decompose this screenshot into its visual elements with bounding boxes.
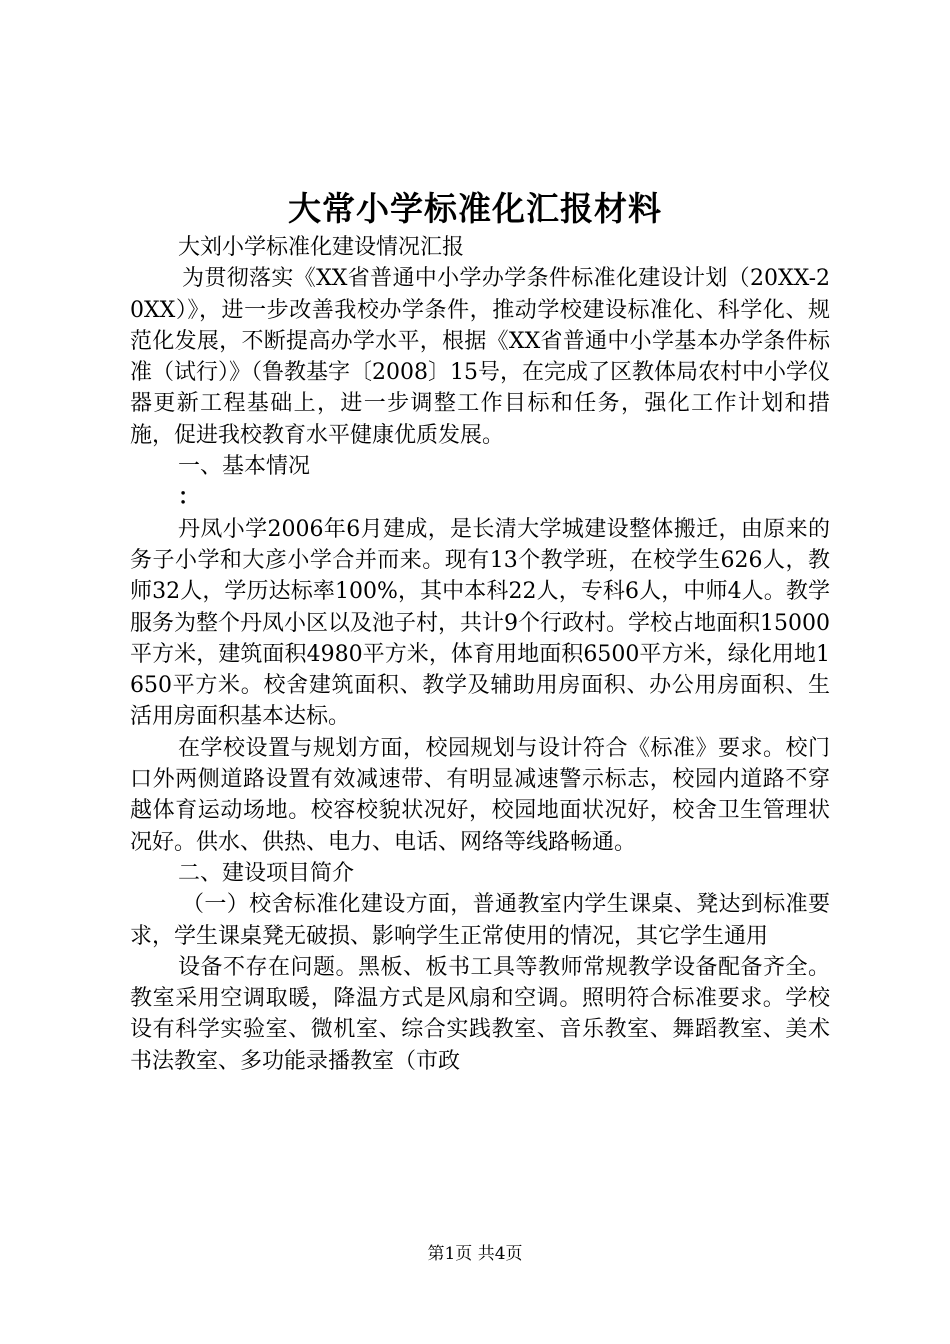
intro-paragraph: 为贯彻落实《XX省普通中小学办学条件标准化建设计划（20XX-20XX）》，进一步改善我校办学条件，推动学校建设标准化、科学化、规范化发展，不断提高办学水平，根据《XX省普通中小学基本办学条件标准（试行）》（鲁教基字〔2008〕15号，在完成了区教体局农村中小学仪器更新工程基础上，进一步调整工作目标和任务，强化工作计划和措施，促进我校教育水平健康优质发展。 — [130, 266, 830, 448]
projects-paragraph-2: 设备不存在问题。黑板、板书工具等教师常规教学设备配备齐全。教室采用空调取暖，降温方式是风扇和空调。照明符合标准要求。学校设有科学实验室、微机室、综合实践教室、音乐教室、舞蹈教室、美术书法教室、多功能录播教室（市政 — [130, 954, 830, 1074]
subtitle-paragraph: 大刘小学标准化建设情况汇报 — [178, 235, 465, 260]
colon-line: ： — [178, 484, 201, 511]
document-title: 大常小学标准化汇报材料 — [288, 189, 662, 228]
page-indicator: 第1页 共4页 — [427, 1244, 523, 1264]
document-body — [130, 232, 830, 1077]
projects-paragraph-1: （一）校舍标准化建设方面，普通教室内学生课桌、凳达到标准要求，学生课桌凳无破损、影响学生正常使用的情况，其它学生通用 — [130, 892, 830, 949]
planning-paragraph: 在学校设置与规划方面，校园规划与设计符合《标准》要求。校门口外两侧道路设置有效减速带、有明显减速警示标志，校园内道路不穿越体育运动场地。校容校貌状况好，校园地面状况好，校舍卫生管理状况好。供水、供热、电力、电话、网络等线路畅通。 — [130, 735, 830, 855]
section-heading-projects: 二、建设项目简介 — [178, 860, 355, 886]
basic-info-paragraph: 丹凤小学2006年6月建成，是长清大学城建设整体搬迁，由原来的务子小学和大彦小学合并而来。现有13个教学班，在校学生626人，教师32人，学历达标率100%，其中本科22人，专科6人，中师4人。教学服务为整个丹凤小区以及池子村，共计9个行政村。学校占地面积15000平方米，建筑面积4980平方米，体育用地面积6500平方米，绿化用地1650平方米。校舍建筑面积、教学及辅助用房面积、办公用房面积、生活用房面积基本达标。 — [130, 516, 830, 730]
section-heading-basic-info: 一、基本情况 — [178, 454, 311, 480]
